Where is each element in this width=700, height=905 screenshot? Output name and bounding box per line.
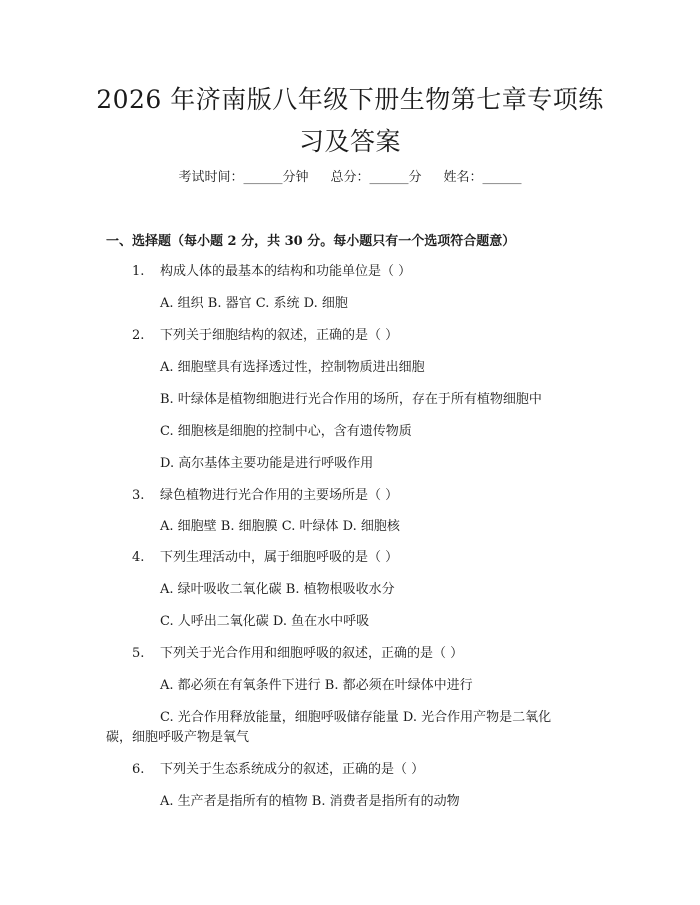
question-2-option-d: D. 高尔基体主要功能是进行呼吸作用 xyxy=(160,456,374,471)
question-text: 下列关于细胞结构的叙述，正确的是（ ） xyxy=(160,328,399,343)
question-5 xyxy=(132,644,463,664)
question-4-option-cd: C. 人呼出二氧化碳 D. 鱼在水中呼吸 xyxy=(160,614,370,629)
question-5-option-cd: C. 光合作用释放能量，细胞呼吸储存能量 D. 光合作用产物是二氧化 xyxy=(160,710,552,725)
question-3 xyxy=(132,486,398,506)
question-text: 绿色植物进行光合作用的主要场所是（ ） xyxy=(160,488,399,503)
question-5-option-continued: 碳，细胞呼吸产物是氧气 xyxy=(106,730,250,745)
question-3-option: A. 细胞壁 B. 细胞膜 C. 叶绿体 D. 细胞核 xyxy=(160,519,400,534)
student-name: 姓名：______ xyxy=(443,170,522,185)
question-4 xyxy=(132,548,398,568)
question-2-option-c: C. 细胞核是细胞的控制中心，含有遗传物质 xyxy=(160,424,412,439)
question-number: 2. xyxy=(132,328,145,343)
question-text: 构成人体的最基本的结构和功能单位是（ ） xyxy=(160,264,412,279)
question-text: 下列关于生态系统成分的叙述，正确的是（ ） xyxy=(160,762,425,777)
question-number: 1. xyxy=(132,264,145,279)
question-2 xyxy=(132,326,398,346)
title-line-2: 习及答案 xyxy=(298,127,401,156)
question-1-option: A. 组织 B. 器官 C. 系统 D. 细胞 xyxy=(160,296,348,311)
exam-score: 总分：______分 xyxy=(330,170,422,185)
exam-info xyxy=(0,168,700,188)
section-heading: 一、选择题（每小题 2 分，共 30 分。每小题只有一个选项符合题意） xyxy=(106,234,516,249)
question-text: 下列关于光合作用和细胞呼吸的叙述，正确的是（ ） xyxy=(160,646,464,661)
question-2-option-b: B. 叶绿体是植物细胞进行光合作用的场所，存在于所有植物细胞中 xyxy=(160,392,542,407)
question-5-option-ab: A. 都必须在有氧条件下进行 B. 都必须在叶绿体中进行 xyxy=(160,678,473,693)
question-4-option-ab: A. 绿叶吸收二氧化碳 B. 植物根吸收水分 xyxy=(160,582,395,597)
question-1 xyxy=(132,262,411,282)
question-number: 6. xyxy=(132,762,145,777)
question-text: 下列生理活动中，属于细胞呼吸的是（ ） xyxy=(160,550,399,565)
question-2-option-a: A. 细胞壁具有选择透过性，控制物质进出细胞 xyxy=(160,360,425,375)
exam-time: 考试时间：______分钟 xyxy=(178,170,309,185)
question-number: 3. xyxy=(132,488,145,503)
question-number: 4. xyxy=(132,550,145,565)
question-6-option-ab: A. 生产者是指所有的植物 B. 消费者是指所有的动物 xyxy=(160,794,460,809)
question-6 xyxy=(132,760,424,780)
title-line-1: 2026 年济南版八年级下册生物第七章专项练 xyxy=(96,85,604,114)
question-number: 5. xyxy=(132,646,145,661)
